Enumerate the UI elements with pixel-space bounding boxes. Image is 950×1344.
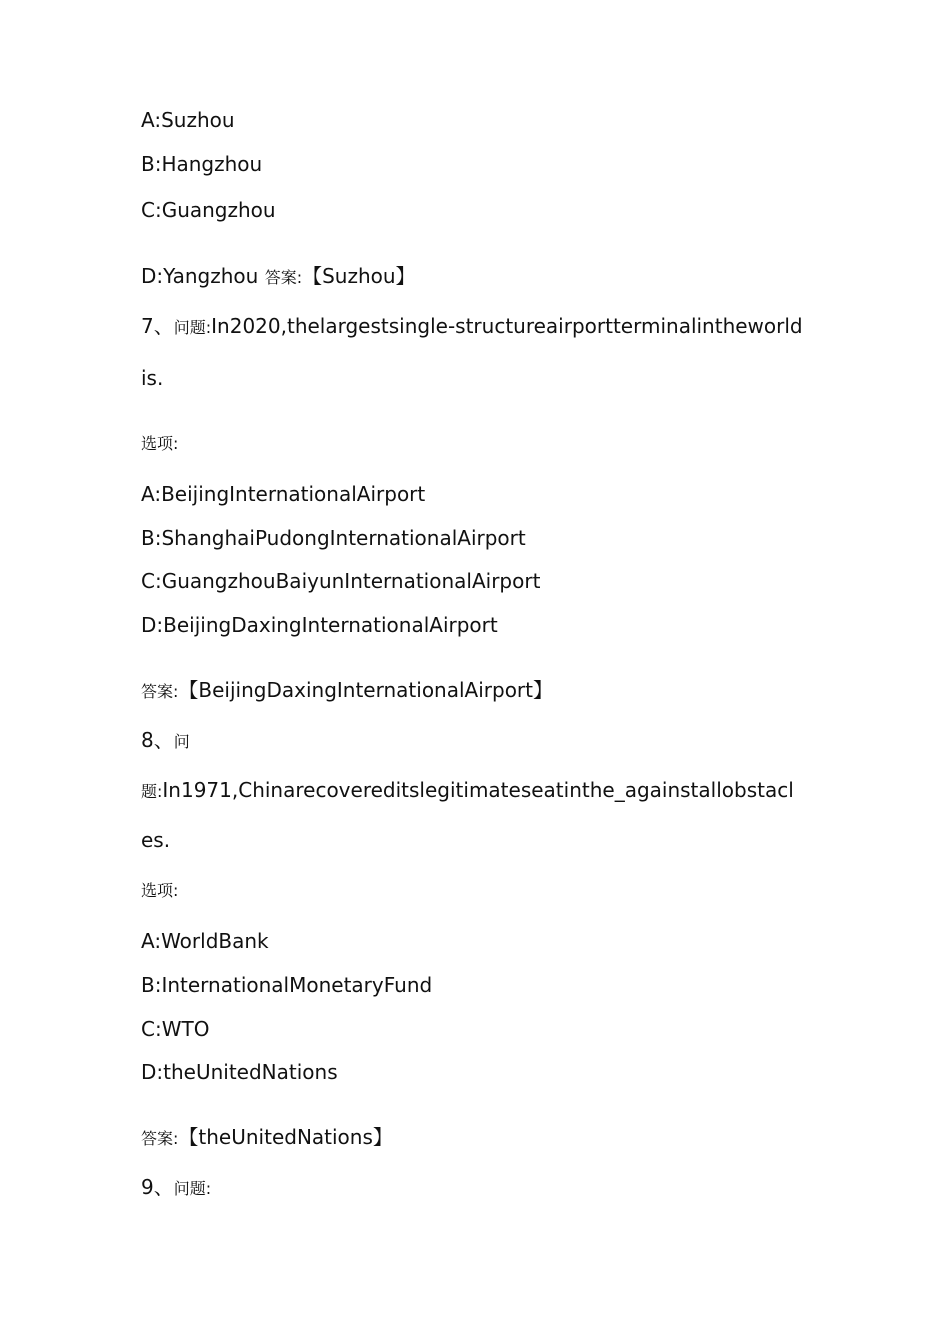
answer-value: 【BeijingDaxingInternationalAirport】 — [178, 678, 553, 702]
question-text: In1971,Chinarecovereditslegitimateseatinthe_againstallobstacl — [162, 778, 794, 802]
option-b: B:InternationalMonetaryFund — [141, 973, 433, 997]
question-label: 问 — [173, 732, 190, 751]
question-8-text — [141, 778, 794, 804]
question-text: In2020,thelargestsingle-structureairportterminalintheworld — [211, 314, 803, 338]
options-label: 选项: — [141, 434, 179, 453]
answer-value: 【theUnitedNations】 — [178, 1125, 393, 1149]
option-b: B:ShanghaiPudongInternationalAirport — [141, 526, 526, 550]
question-label: 问题: — [173, 318, 212, 337]
question-7-continued: is. — [141, 366, 164, 390]
option-c: C:Guangzhou — [141, 198, 276, 222]
answer — [141, 678, 553, 704]
option-d: D:Yangzhou — [141, 264, 259, 288]
option-a: A:Suzhou — [141, 108, 235, 132]
options-label: 选项: — [141, 881, 179, 900]
option-c: C:GuangzhouBaiyunInternationalAirport — [141, 569, 541, 593]
option-a: A:WorldBank — [141, 929, 269, 953]
answer-label: 答案: — [264, 268, 303, 287]
option-c: C:WTO — [141, 1017, 210, 1041]
answer-label: 答案: — [141, 682, 179, 701]
question-label: 问题: — [173, 1179, 212, 1198]
question-number: 7、 — [141, 314, 174, 338]
question-8-continued: es. — [141, 828, 171, 852]
option-a: A:BeijingInternationalAirport — [141, 482, 426, 506]
answer-label: 答案: — [141, 1129, 179, 1148]
question-number: 8、 — [141, 728, 174, 752]
question-label: 题: — [141, 782, 163, 801]
option-b: B:Hangzhou — [141, 152, 263, 176]
question-8 — [141, 728, 190, 754]
question-9 — [141, 1175, 211, 1201]
option-d: D:BeijingDaxingInternationalAirport — [141, 613, 498, 637]
answer-value: 【Suzhou】 — [302, 264, 416, 288]
question-7 — [141, 314, 803, 340]
option-d-with-answer — [141, 264, 416, 290]
answer — [141, 1125, 393, 1151]
question-number: 9、 — [141, 1175, 174, 1199]
option-d: D:theUnitedNations — [141, 1060, 338, 1084]
